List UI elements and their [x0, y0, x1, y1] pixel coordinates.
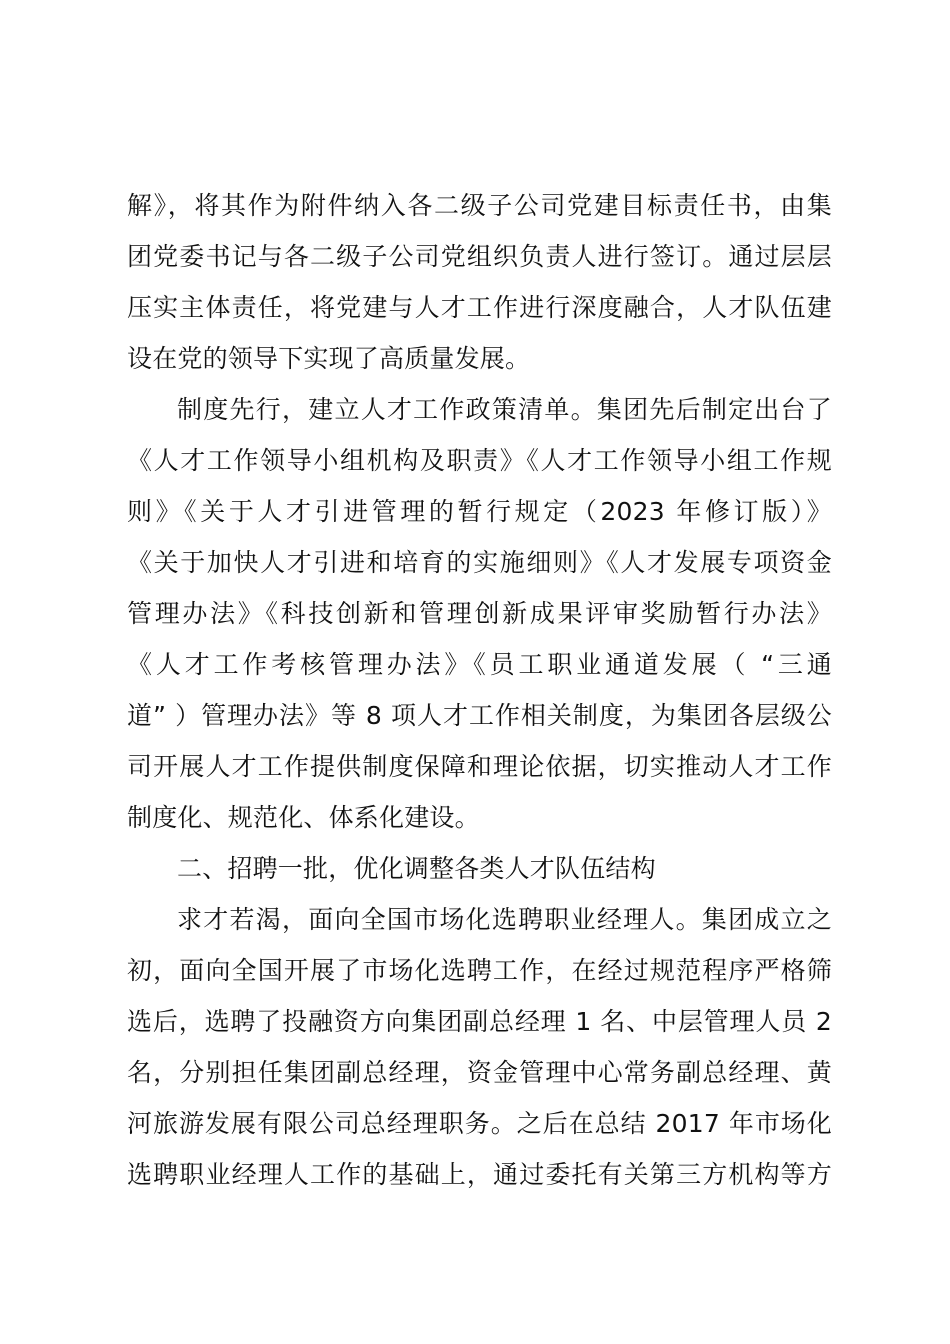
- body-text-line: 则》《关于人才引进管理的暂行规定（2023 年修订版）》: [127, 497, 832, 526]
- body-text-line: 河旅游发展有限公司总经理职务。之后在总结 2017 年市场化: [127, 1109, 832, 1138]
- body-text-line: 求才若渴，面向全国市场化选聘职业经理人。集团成立之: [177, 905, 832, 934]
- body-text-line: 道” ）管理办法》等 8 项人才工作相关制度，为集团各层级公: [127, 701, 832, 730]
- body-text-line: 初，面向全国开展了市场化选聘工作，在经过规范程序严格筛: [127, 956, 832, 985]
- body-text-line: 名，分别担任集团副总经理，资金管理中心常务副总经理、黄: [127, 1058, 832, 1087]
- body-text-line: 制度先行，建立人才工作政策清单。集团先后制定出台了: [177, 395, 832, 424]
- body-text-line: 《人才工作考核管理办法》《员工职业通道发展（ “三通: [127, 650, 832, 679]
- body-text-line: 制度化、规范化、体系化建设。: [127, 803, 480, 832]
- body-text-line: 解》，将其作为附件纳入各二级子公司党建目标责任书，由集: [127, 191, 832, 220]
- body-text-line: 团党委书记与各二级子公司党组织负责人进行签订。通过层层: [127, 242, 832, 271]
- body-text-line: 《关于加快人才引进和培育的实施细则》《人才发展专项资金: [127, 548, 832, 577]
- section-heading: 二、招聘一批，优化调整各类人才队伍结构: [177, 854, 656, 883]
- body-text-line: 选后，选聘了投融资方向集团副总经理 1 名、中层管理人员 2: [127, 1007, 832, 1036]
- body-text-line: 选聘职业经理人工作的基础上，通过委托有关第三方机构等方: [127, 1160, 832, 1189]
- body-text-line: 压实主体责任，将党建与人才工作进行深度融合，人才队伍建: [127, 293, 832, 322]
- body-text-line: 司开展人才工作提供制度保障和理论依据，切实推动人才工作: [127, 752, 832, 781]
- body-text-line: 管理办法》《科技创新和管理创新成果评审奖励暂行办法》: [127, 599, 832, 628]
- body-text-line: 设在党的领导下实现了高质量发展。: [127, 344, 531, 373]
- body-text-line: 《人才工作领导小组机构及职责》《人才工作领导小组工作规: [127, 446, 832, 475]
